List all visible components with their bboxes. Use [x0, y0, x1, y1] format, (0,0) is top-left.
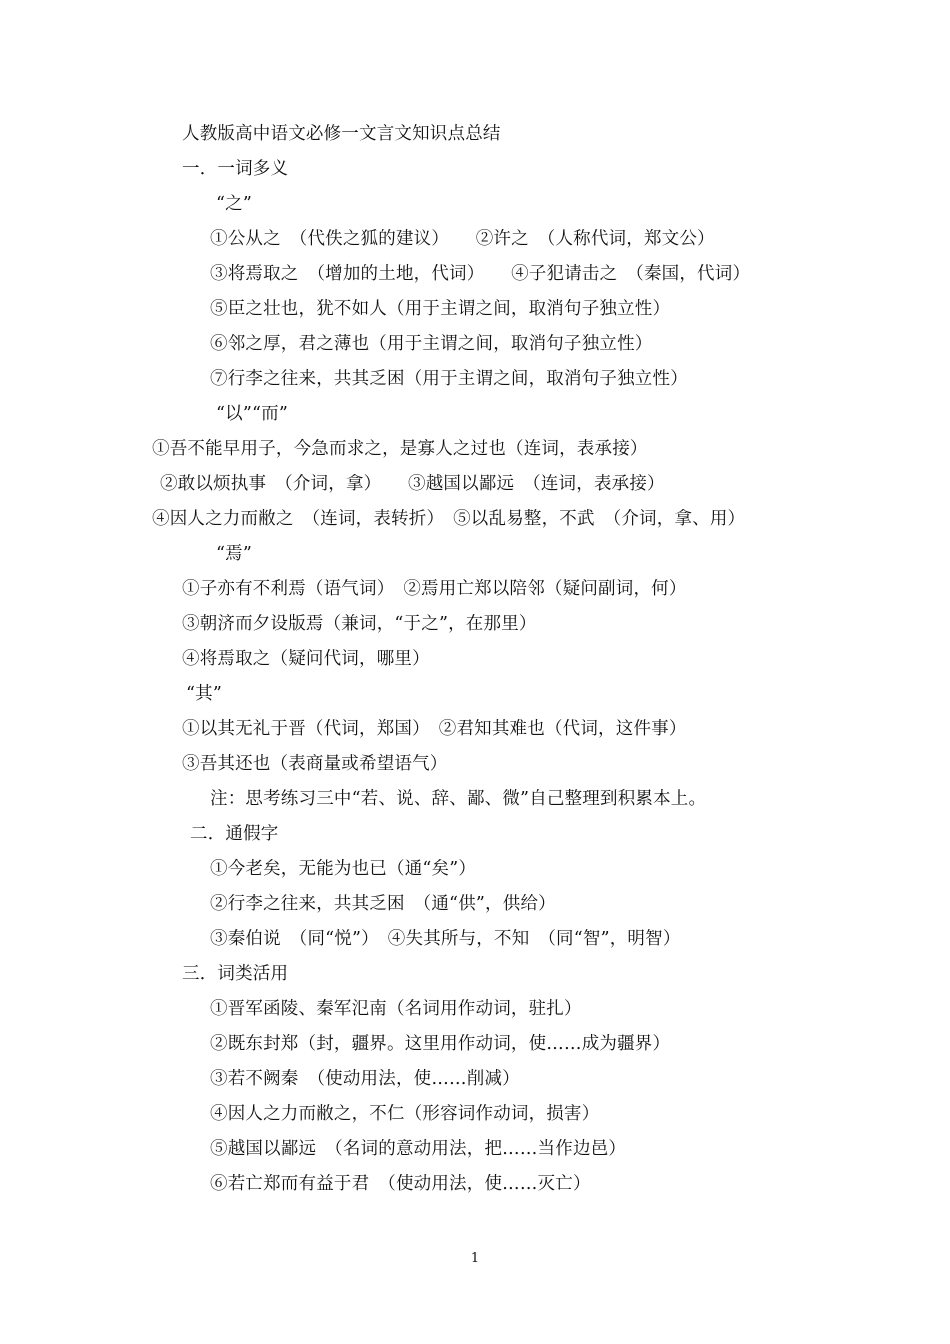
section-heading: 三．词类活用	[182, 964, 289, 984]
text-line: ①公从之 （代佚之狐的建议） ②许之 （人称代词，郑文公）	[210, 229, 715, 249]
text-line: ④因人之力而敝之，不仁（形容词作动词，损害）	[210, 1104, 600, 1124]
text-line: ①吾不能早用子，今急而求之，是寡人之过也（连词，表承接）	[152, 439, 648, 459]
document-title: 人教版高中语文必修一文言文知识点总结	[182, 124, 501, 144]
text-line: ③吾其还也（表商量或希望语气）	[182, 754, 448, 774]
page-number: 1	[470, 1251, 480, 1266]
text-line: ⑦行李之往来，共其乏困（用于主谓之间，取消句子独立性）	[210, 369, 688, 389]
text-line: ⑥邻之厚，君之薄也（用于主谓之间，取消句子独立性）	[210, 334, 653, 354]
subheading-zhi: “之”	[216, 194, 252, 214]
text-line: ⑥若亡郑而有益于君 （使动用法，使……灭亡）	[210, 1174, 591, 1194]
subheading-yi-er: “以”“而”	[216, 404, 288, 424]
section-heading: 一．一词多义	[182, 159, 289, 179]
note-line: 注：思考练习三中“若、说、辞、鄙、微”自己整理到积累本上。	[210, 789, 707, 809]
text-line: ⑤越国以鄙远 （名词的意动用法，把……当作边邑）	[210, 1139, 627, 1159]
text-line: ③将焉取之 （增加的土地，代词） ④子犯请击之 （秦国，代词）	[210, 264, 751, 284]
text-line: ①晋军函陵、秦军氾南（名词用作动词，驻扎）	[210, 999, 582, 1019]
text-line: ③朝济而夕设版焉（兼词，“于之”，在那里）	[182, 614, 537, 634]
text-line: ④因人之力而敝之 （连词，表转折） ⑤以乱易整，不武 （介词，拿、用）	[152, 509, 746, 529]
text-line: ④将焉取之（疑问代词，哪里）	[182, 649, 430, 669]
text-line: ③若不阙秦 （使动用法，使……削减）	[210, 1069, 520, 1089]
text-line: ⑤臣之壮也，犹不如人（用于主谓之间，取消句子独立性）	[210, 299, 671, 319]
text-line: ①今老矣，无能为也已（通“矣”）	[210, 859, 477, 879]
text-line: ②行李之往来，共其乏困 （通“供”，供给）	[210, 894, 556, 914]
text-line: ③秦伯说 （同“悦”） ④失其所与，不知 （同“智”，明智）	[210, 929, 681, 949]
subheading-qi: “其”	[186, 684, 222, 704]
text-line: ②敢以烦执事 （介词，拿） ③越国以鄙远 （连词，表承接）	[160, 474, 665, 494]
text-line: ①以其无礼于晋（代词，郑国） ②君知其难也（代词，这件事）	[182, 719, 687, 739]
text-line: ①子亦有不利焉（语气词） ②焉用亡郑以陪邻（疑问副词，何）	[182, 579, 687, 599]
section-heading: 二．通假字	[190, 824, 279, 844]
text-line: ②既东封郑（封，疆界。这里用作动词，使……成为疆界）	[210, 1034, 671, 1054]
subheading-yan: “焉”	[216, 544, 252, 564]
